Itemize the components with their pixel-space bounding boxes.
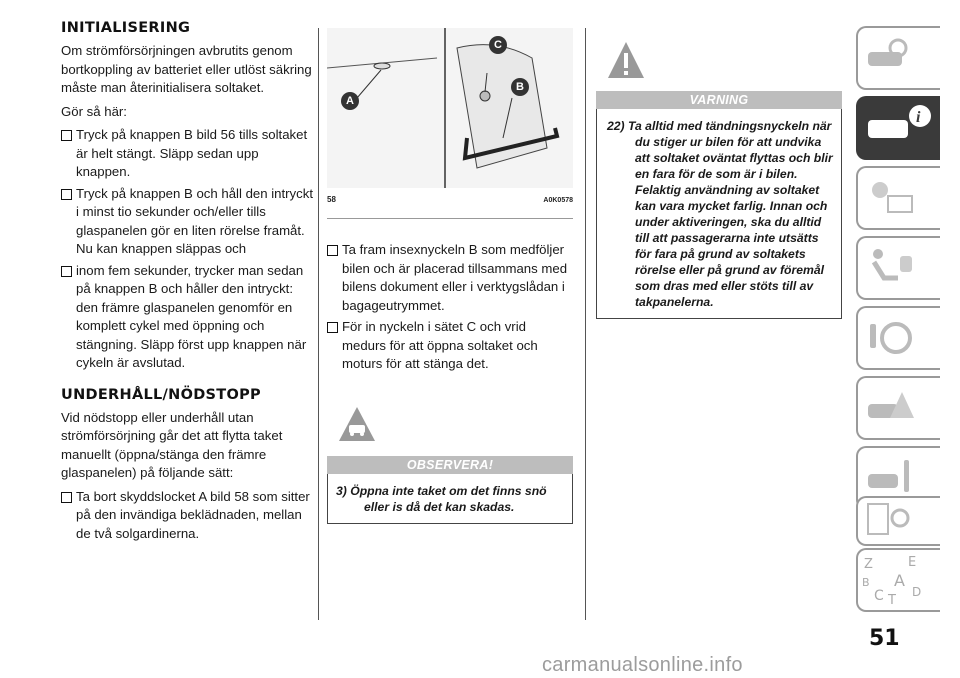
- figure-number: 58: [327, 195, 336, 204]
- paragraph: Vid nödstopp eller underhåll utan strömförsörjning går det att flytta taket manuellt (öppna/stänga den främre glaspanelen) på följande sätt:: [61, 409, 283, 480]
- paragraph: Gör så här:: [61, 103, 127, 119]
- tab-car-magnifier[interactable]: [856, 26, 940, 90]
- column-divider: [318, 28, 319, 620]
- svg-text:B: B: [862, 576, 870, 589]
- tab-start-drive[interactable]: [856, 306, 940, 370]
- callout-c: C: [489, 36, 507, 54]
- note-box: [327, 456, 573, 524]
- checkbox-bullet-icon: [61, 189, 72, 200]
- svg-text:i: i: [916, 109, 921, 126]
- warning-title: VARNING: [596, 91, 842, 109]
- checkbox-bullet-icon: [61, 492, 72, 503]
- bullet-item: inom fem sekunder, trycker man sedan på knappen B och håller den intryckt: den främre glaspanelen genomför en komplett cykel med öppning och stängning. Släpp först upp knappen när cykeln är avslutad.: [61, 262, 313, 373]
- bullet-item: Tryck på knappen B bild 56 tills soltaket är helt stängt. Släpp sedan upp knappen.: [61, 126, 313, 182]
- seat-airbag-icon: [858, 238, 918, 294]
- list-gears-icon: [858, 498, 918, 542]
- checkbox-bullet-icon: [327, 322, 338, 333]
- tab-safety[interactable]: [856, 236, 940, 300]
- tab-car-info[interactable]: [856, 96, 940, 160]
- bullet-item: Ta bort skyddslocket A bild 58 som sitter på den invändiga beklädnaden, mellan de två solgardinerna.: [61, 488, 313, 544]
- warning-light-envelope-icon: [858, 168, 918, 224]
- svg-text:E: E: [908, 555, 917, 570]
- checkbox-bullet-icon: [327, 245, 338, 256]
- section-heading-initialisering: INITIALISERING: [61, 20, 191, 36]
- bullet-item: Ta fram insexnyckeln B som medföljer bilen och är placerad tillsammans med bilens dokument eller i verktygslådan i bagageutrymmet.: [327, 241, 573, 315]
- svg-text:A: A: [894, 571, 905, 590]
- checkbox-bullet-icon: [61, 266, 72, 277]
- column-divider: [585, 28, 586, 620]
- bullet-item: För in nyckeln i sätet C och vrid medurs för att öppna soltaket och moturs för att stänga det.: [327, 318, 573, 374]
- warning-triangle-icon: [606, 40, 646, 82]
- callout-a: A: [341, 92, 359, 110]
- warning-text: 22) Ta alltid med tändningsnyckeln när du stiger ur bilen för att undvika att soltaket oväntat flyttas och blir en fara för de som är i bilen. Felaktig användning av soltaket kan vara mycket farlig. Innan och under aktiveringen, ska du alltid till att passagerarna inte utsätts för fara på grund av soltakets rörelse eller på grund av föremål som dras med eller stöts till av takpanelerna.: [607, 119, 833, 309]
- svg-text:D: D: [912, 585, 922, 599]
- warning-box: [596, 91, 842, 319]
- section-heading-underhall: UNDERHÅLL/NÖDSTOPP: [61, 386, 261, 403]
- key-steering-wheel-icon: [858, 308, 918, 364]
- svg-text:Z: Z: [864, 557, 873, 572]
- note-title: OBSERVERA!: [327, 456, 573, 474]
- roof-key-illustration: [327, 28, 573, 218]
- alphabet-index-icon: [858, 550, 928, 606]
- figure-58: [327, 28, 573, 219]
- callout-b: B: [511, 78, 529, 96]
- car-crash-icon: [858, 378, 918, 434]
- bullet-item: Tryck på knappen B och håll den intryckt i minst tio sekunder och/eller tills glaspanelen gör en liten rörelse framåt. Nu kan knappen släppas och: [61, 185, 313, 259]
- svg-text:C: C: [874, 588, 884, 604]
- column-left: [61, 20, 313, 546]
- tab-warning-lights[interactable]: [856, 166, 940, 230]
- page-number: 51: [869, 626, 900, 651]
- tab-index[interactable]: [856, 548, 940, 612]
- watermark: carmanualsonline.info: [542, 654, 743, 676]
- checkbox-bullet-icon: [61, 130, 72, 141]
- car-note-icon: [337, 405, 377, 445]
- car-magnifier-icon: [858, 28, 918, 84]
- note-text: 3) Öppna inte taket om det finns snö eller is då det kan skadas.: [336, 484, 547, 514]
- figure-code: A0K0578: [543, 197, 573, 204]
- car-info-icon: [858, 98, 934, 154]
- svg-text:T: T: [888, 593, 896, 606]
- tab-emergency[interactable]: [856, 376, 940, 440]
- column-middle: [327, 0, 573, 514]
- tab-technical-data[interactable]: [856, 496, 940, 546]
- paragraph: Om strömförsörjningen avbrutits genom bortkoppling av batteriet eller utlöst säkring måste man återinitialisera soltaket.: [61, 43, 312, 95]
